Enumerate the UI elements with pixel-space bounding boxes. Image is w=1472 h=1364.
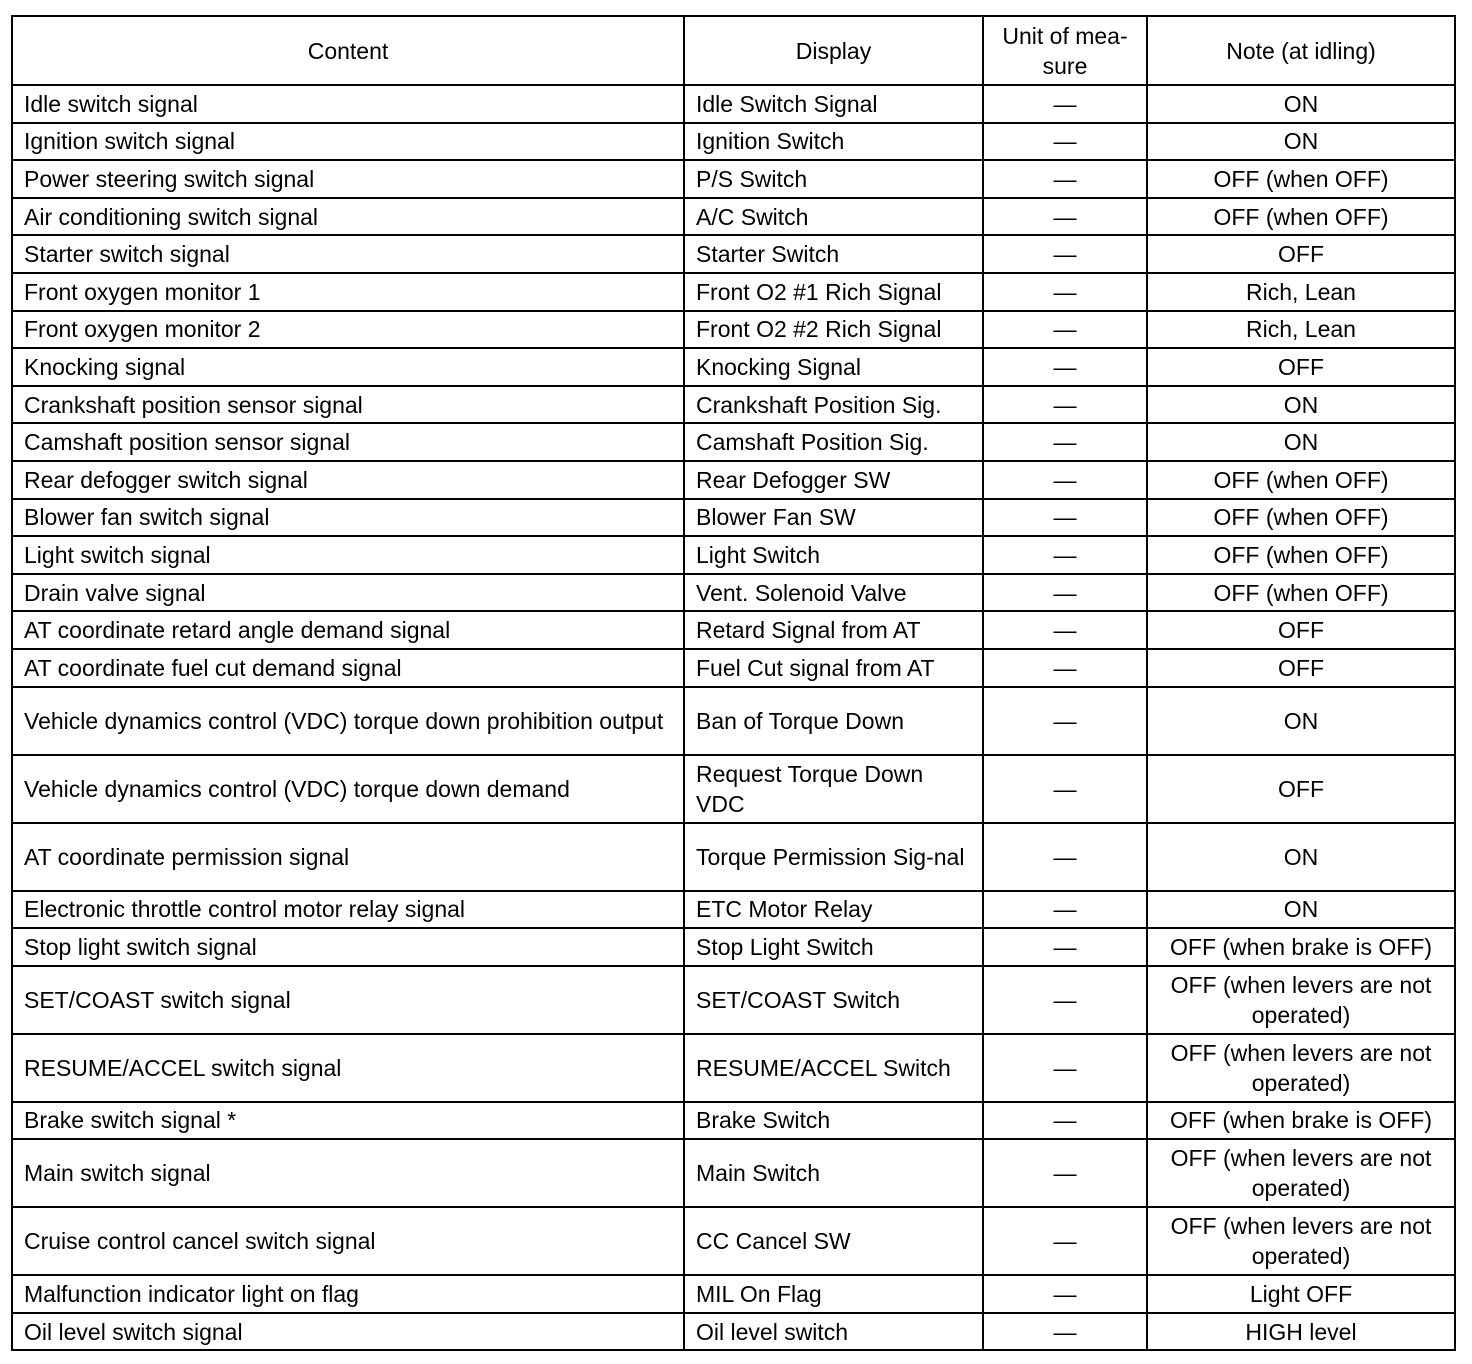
table-row [12, 1034, 1455, 1102]
display-cell: ETC Motor Relay [684, 891, 983, 929]
table-row [12, 687, 1455, 755]
content-cell: Oil level switch signal [12, 1313, 684, 1351]
note-cell: OFF (when OFF) [1147, 536, 1455, 574]
unit-value: — [1053, 278, 1077, 305]
display-cell: Knocking Signal [684, 348, 983, 386]
table-body [12, 85, 1455, 1350]
note-cell: Rich, Lean [1147, 311, 1455, 349]
display-cell: Camshaft Position Sig. [684, 423, 983, 461]
display-cell: Stop Light Switch [684, 928, 983, 966]
note-cell: OFF (when levers are not operated) [1147, 1139, 1455, 1207]
note-cell: HIGH level [1147, 1313, 1455, 1351]
unit-cell [983, 649, 1147, 687]
content-cell: Air conditioning switch signal [12, 198, 684, 236]
table-row [12, 1102, 1455, 1140]
content-cell: Main switch signal [12, 1139, 684, 1207]
unit-value: — [1053, 203, 1077, 230]
unit-value: — [1053, 1054, 1077, 1081]
table-row [12, 928, 1455, 966]
display-cell: Main Switch [684, 1139, 983, 1207]
content-cell: Vehicle dynamics control (VDC) torque down prohibition output [12, 687, 684, 755]
note-cell: OFF (when OFF) [1147, 160, 1455, 198]
content-cell: Knocking signal [12, 348, 684, 386]
unit-cell [983, 198, 1147, 236]
unit-value: — [1053, 1318, 1077, 1345]
table-row [12, 348, 1455, 386]
content-cell: Crankshaft position sensor signal [12, 386, 684, 424]
content-cell: Starter switch signal [12, 235, 684, 273]
unit-cell [983, 1034, 1147, 1102]
table-row [12, 1139, 1455, 1207]
unit-cell [983, 423, 1147, 461]
unit-value: — [1053, 241, 1077, 268]
content-cell: Light switch signal [12, 536, 684, 574]
table-row [12, 1275, 1455, 1313]
table-row [12, 823, 1455, 891]
table-row [12, 499, 1455, 537]
display-cell: Light Switch [684, 536, 983, 574]
unit-cell [983, 123, 1147, 161]
note-cell: OFF (when brake is OFF) [1147, 1102, 1455, 1140]
display-cell: Vent. Solenoid Valve [684, 574, 983, 612]
table-row [12, 536, 1455, 574]
unit-value: — [1053, 1228, 1077, 1255]
table-row [12, 611, 1455, 649]
header-display: Display [684, 16, 983, 85]
unit-cell [983, 461, 1147, 499]
table-row [12, 123, 1455, 161]
table-row [12, 85, 1455, 123]
header-content: Content [12, 16, 684, 85]
unit-value: — [1053, 353, 1077, 380]
table-row [12, 574, 1455, 612]
unit-value: — [1053, 165, 1077, 192]
unit-value: — [1053, 843, 1077, 870]
content-cell: Vehicle dynamics control (VDC) torque down demand [12, 755, 684, 823]
unit-cell [983, 1139, 1147, 1207]
note-cell: ON [1147, 423, 1455, 461]
note-cell: ON [1147, 85, 1455, 123]
unit-cell [983, 891, 1147, 929]
display-cell: SET/COAST Switch [684, 966, 983, 1034]
note-cell: Rich, Lean [1147, 273, 1455, 311]
content-cell: Front oxygen monitor 2 [12, 311, 684, 349]
unit-value: — [1053, 466, 1077, 493]
note-cell: ON [1147, 687, 1455, 755]
table-row [12, 1207, 1455, 1275]
content-cell: Idle switch signal [12, 85, 684, 123]
unit-cell [983, 687, 1147, 755]
display-cell: Oil level switch [684, 1313, 983, 1351]
display-cell: P/S Switch [684, 160, 983, 198]
unit-value: — [1053, 933, 1077, 960]
unit-cell [983, 1207, 1147, 1275]
unit-cell [983, 273, 1147, 311]
unit-value: — [1053, 617, 1077, 644]
content-cell: Front oxygen monitor 1 [12, 273, 684, 311]
table-row [12, 160, 1455, 198]
note-cell: ON [1147, 891, 1455, 929]
content-cell: Power steering switch signal [12, 160, 684, 198]
content-cell: Blower fan switch signal [12, 499, 684, 537]
note-cell: OFF (when levers are not operated) [1147, 966, 1455, 1034]
unit-cell [983, 966, 1147, 1034]
content-cell: AT coordinate fuel cut demand signal [12, 649, 684, 687]
unit-value: — [1053, 391, 1077, 418]
unit-cell [983, 928, 1147, 966]
unit-cell [983, 386, 1147, 424]
unit-value: — [1053, 541, 1077, 568]
unit-value: — [1053, 128, 1077, 155]
monitor-items-table [11, 15, 1456, 1351]
content-cell: AT coordinate permission signal [12, 823, 684, 891]
unit-value: — [1053, 90, 1077, 117]
display-cell: CC Cancel SW [684, 1207, 983, 1275]
content-cell: Malfunction indicator light on flag [12, 1275, 684, 1313]
display-cell: Ban of Torque Down [684, 687, 983, 755]
table-row [12, 1313, 1455, 1351]
header-note: Note (at idling) [1147, 16, 1455, 85]
content-cell: SET/COAST switch signal [12, 966, 684, 1034]
unit-value: — [1053, 896, 1077, 923]
unit-cell [983, 755, 1147, 823]
note-cell: OFF [1147, 755, 1455, 823]
unit-value: — [1053, 1107, 1077, 1134]
display-cell: Torque Permission Sig-nal [684, 823, 983, 891]
unit-cell [983, 85, 1147, 123]
display-cell: Retard Signal from AT [684, 611, 983, 649]
display-cell: Blower Fan SW [684, 499, 983, 537]
unit-cell [983, 1275, 1147, 1313]
note-cell: ON [1147, 123, 1455, 161]
display-cell: Fuel Cut signal from AT [684, 649, 983, 687]
note-cell: OFF (when OFF) [1147, 574, 1455, 612]
header-unit: Unit of mea-sure [983, 16, 1147, 85]
table-row [12, 755, 1455, 823]
content-cell: Stop light switch signal [12, 928, 684, 966]
display-cell: Request Torque Down VDC [684, 755, 983, 823]
display-cell: RESUME/ACCEL Switch [684, 1034, 983, 1102]
table-row [12, 966, 1455, 1034]
unit-cell [983, 160, 1147, 198]
display-cell: Ignition Switch [684, 123, 983, 161]
note-cell: OFF (when levers are not operated) [1147, 1207, 1455, 1275]
unit-cell [983, 536, 1147, 574]
unit-cell [983, 348, 1147, 386]
unit-cell [983, 823, 1147, 891]
note-cell: ON [1147, 823, 1455, 891]
table-row [12, 198, 1455, 236]
unit-cell [983, 1313, 1147, 1351]
content-cell: Ignition switch signal [12, 123, 684, 161]
content-cell: Rear defogger switch signal [12, 461, 684, 499]
content-cell: AT coordinate retard angle demand signal [12, 611, 684, 649]
note-cell: OFF (when OFF) [1147, 198, 1455, 236]
table-row [12, 423, 1455, 461]
content-cell: Drain valve signal [12, 574, 684, 612]
note-cell: OFF (when OFF) [1147, 461, 1455, 499]
unit-cell [983, 1102, 1147, 1140]
display-cell: Front O2 #1 Rich Signal [684, 273, 983, 311]
unit-cell [983, 311, 1147, 349]
unit-value: — [1053, 654, 1077, 681]
table-row [12, 891, 1455, 929]
display-cell: Idle Switch Signal [684, 85, 983, 123]
display-cell: Rear Defogger SW [684, 461, 983, 499]
content-cell: Cruise control cancel switch signal [12, 1207, 684, 1275]
display-cell: Front O2 #2 Rich Signal [684, 311, 983, 349]
unit-value: — [1053, 316, 1077, 343]
unit-cell [983, 235, 1147, 273]
note-cell: OFF (when brake is OFF) [1147, 928, 1455, 966]
content-cell: Camshaft position sensor signal [12, 423, 684, 461]
unit-cell [983, 574, 1147, 612]
unit-value: — [1053, 504, 1077, 531]
content-cell: RESUME/ACCEL switch signal [12, 1034, 684, 1102]
display-cell: A/C Switch [684, 198, 983, 236]
unit-value: — [1053, 1281, 1077, 1308]
content-cell: Brake switch signal * [12, 1102, 684, 1140]
note-cell: OFF [1147, 649, 1455, 687]
note-cell: OFF [1147, 611, 1455, 649]
display-cell: MIL On Flag [684, 1275, 983, 1313]
table-row [12, 649, 1455, 687]
unit-value: — [1053, 1160, 1077, 1187]
table-row [12, 273, 1455, 311]
note-cell: Light OFF [1147, 1275, 1455, 1313]
unit-value: — [1053, 707, 1077, 734]
note-cell: OFF [1147, 235, 1455, 273]
note-cell: OFF [1147, 348, 1455, 386]
note-cell: OFF (when levers are not operated) [1147, 1034, 1455, 1102]
display-cell: Crankshaft Position Sig. [684, 386, 983, 424]
unit-value: — [1053, 775, 1077, 802]
unit-value: — [1053, 579, 1077, 606]
note-cell: OFF (when OFF) [1147, 499, 1455, 537]
unit-cell [983, 611, 1147, 649]
table-row [12, 311, 1455, 349]
table-header-row [12, 16, 1455, 85]
content-cell: Electronic throttle control motor relay signal [12, 891, 684, 929]
note-cell: ON [1147, 386, 1455, 424]
unit-cell [983, 499, 1147, 537]
unit-value: — [1053, 986, 1077, 1013]
table-row [12, 386, 1455, 424]
table-row [12, 461, 1455, 499]
unit-value: — [1053, 429, 1077, 456]
table-row [12, 235, 1455, 273]
display-cell: Brake Switch [684, 1102, 983, 1140]
display-cell: Starter Switch [684, 235, 983, 273]
